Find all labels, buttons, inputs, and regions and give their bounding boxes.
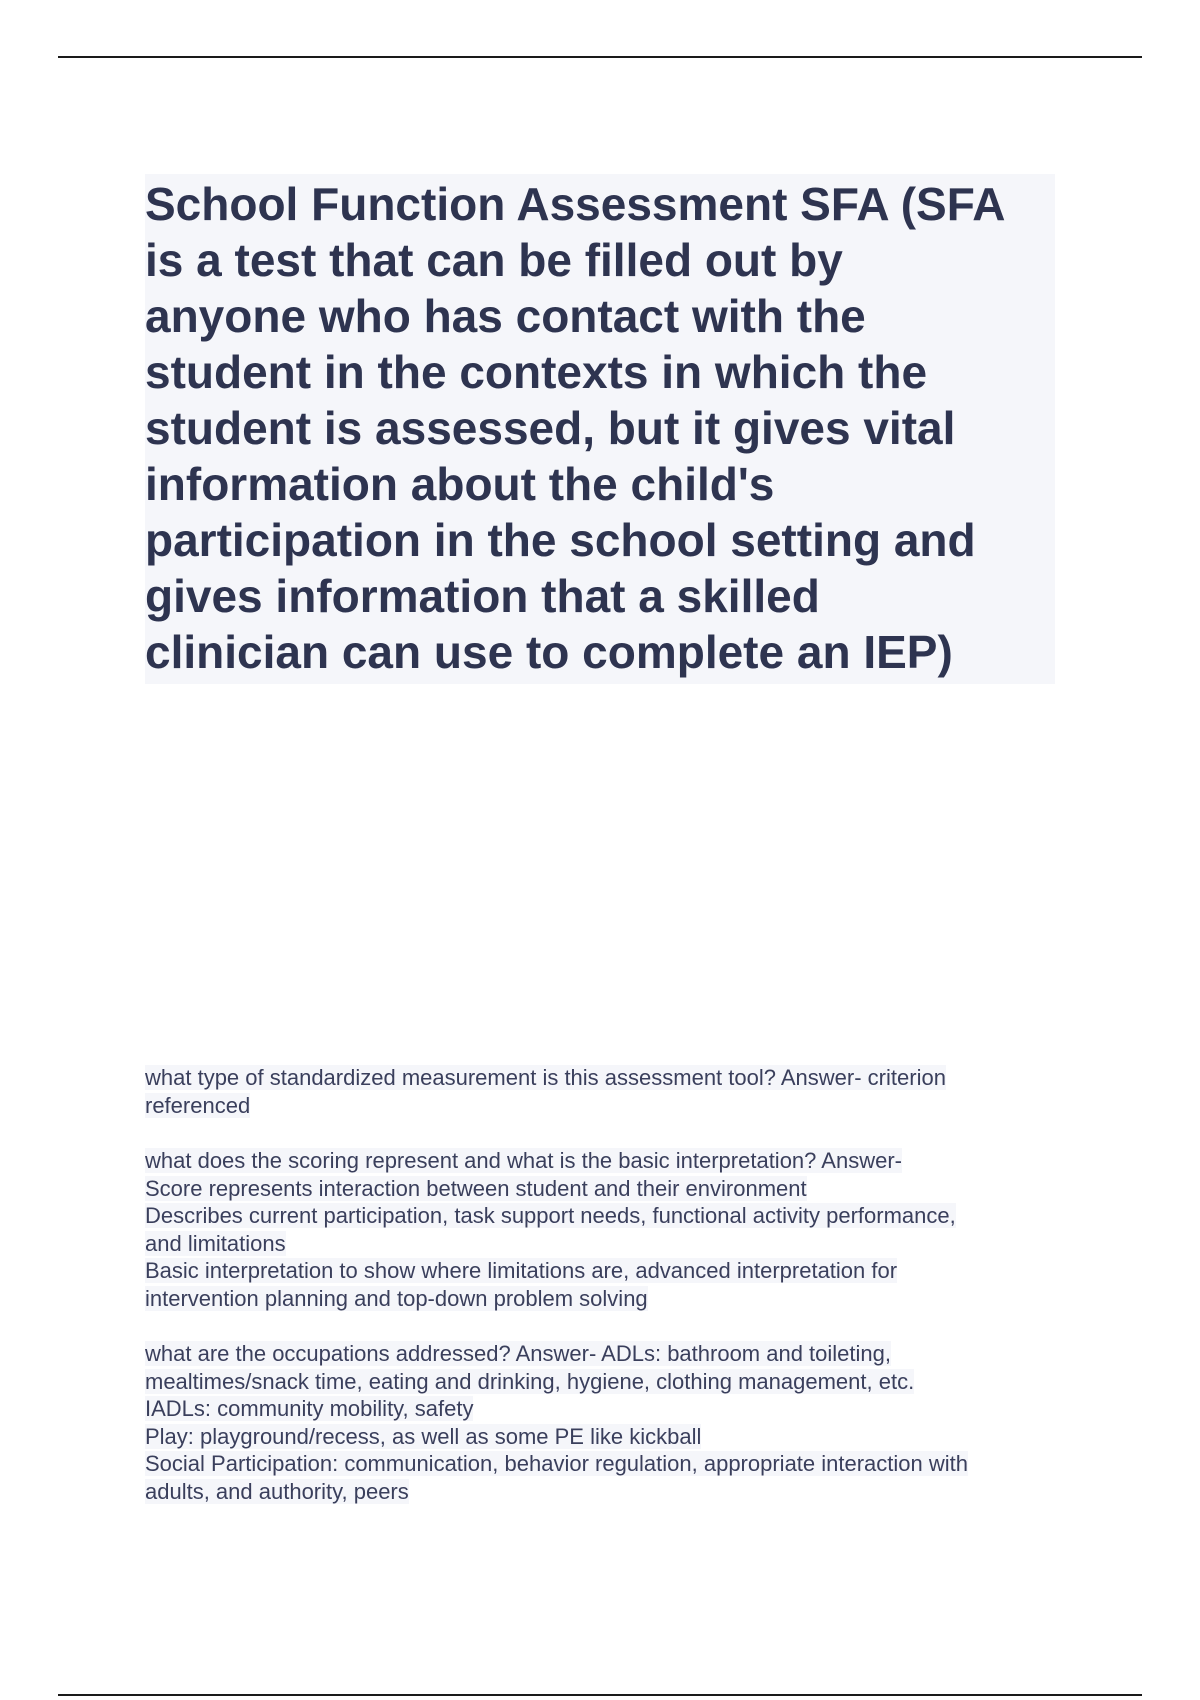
top-rule: [58, 56, 1142, 58]
qa-section: [145, 1064, 1065, 1533]
qa-item: [145, 1147, 1065, 1312]
qa-line: what type of standardized measurement is this assessment tool? Answer- criterion: [145, 1065, 946, 1090]
qa-line: Play: playground/recess, as well as some PE like kickball: [145, 1423, 702, 1449]
qa-line: Basic interpretation to show where limitations are, advanced interpretation for: [145, 1258, 898, 1283]
qa-line: and limitations: [145, 1230, 286, 1256]
qa-line: Social Participation: communication, behavior regulation, appropriate interaction with: [145, 1451, 969, 1476]
qa-item: [145, 1340, 1065, 1505]
title-block: [145, 174, 1055, 684]
qa-line: Score represents interaction between student and their environment: [145, 1175, 807, 1201]
bottom-rule: [58, 1694, 1142, 1696]
qa-line: intervention planning and top-down problem solving: [145, 1285, 648, 1311]
qa-line: what does the scoring represent and what is the basic interpretation? Answer-: [145, 1148, 902, 1173]
qa-line: mealtimes/snack time, eating and drinking, hygiene, clothing management, etc.: [145, 1368, 915, 1394]
qa-item: [145, 1064, 1065, 1119]
document-title: School Function Assessment SFA (SFA is a test that can be filled out by anyone who has contact with the student in the contexts in which the student is assessed, but it gives vital information about the child's participation in the school setting and gives information that a skilled clinician can use to complete an IEP): [145, 178, 1006, 678]
qa-line: Describes current participation, task support needs, functional activity performance,: [145, 1203, 956, 1228]
qa-line: referenced: [145, 1092, 251, 1118]
qa-line: what are the occupations addressed? Answer- ADLs: bathroom and toileting,: [145, 1341, 892, 1366]
qa-line: adults, and authority, peers: [145, 1478, 409, 1504]
qa-line: IADLs: community mobility, safety: [145, 1396, 474, 1421]
